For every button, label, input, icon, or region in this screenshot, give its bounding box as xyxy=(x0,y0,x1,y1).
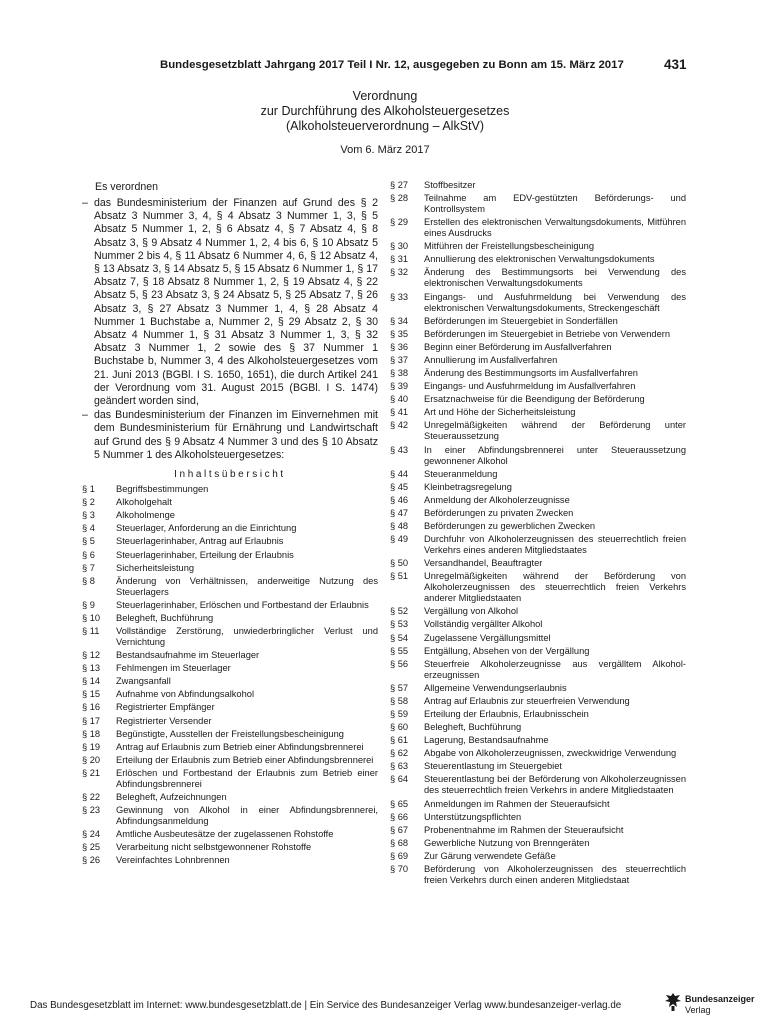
toc-section-number: § 11 xyxy=(82,626,100,636)
toc-section-number: § 25 xyxy=(82,842,101,853)
toc-item xyxy=(82,497,378,508)
toc-item xyxy=(82,742,378,753)
toc-section-title: Stoffbesitzer xyxy=(424,180,476,190)
toc-section-number: § 28 xyxy=(390,193,409,204)
toc-section-number: § 26 xyxy=(82,855,101,866)
toc-section-title: Verarbeitung nicht selbstgewonnener Rohstoffe xyxy=(116,842,312,853)
toc-section-title: Steuerlagerinhaber, Antrag auf Erlaubnis xyxy=(116,536,284,547)
toc-section-number: § 5 xyxy=(82,536,95,547)
toc-section-title: Alkoholmenge xyxy=(116,510,175,521)
logo-sub: Verlag xyxy=(685,1005,711,1015)
toc-section-number: § 67 xyxy=(390,824,409,835)
toc-item xyxy=(390,646,686,657)
toc-item xyxy=(390,659,686,681)
toc-section-title: Eingangs- und Ausfuhrmeldung bei Verwendung des elektronischen Verwaltungsdokuments, Streckengeschäft xyxy=(424,291,686,313)
toc-section-number: § 22 xyxy=(82,792,101,803)
toc-item xyxy=(390,633,686,644)
toc-item xyxy=(390,812,686,823)
toc-item xyxy=(82,768,378,790)
toc-section-number: § 43 xyxy=(390,444,409,455)
toc-item xyxy=(390,193,686,215)
toc-section-title: Versandhandel, Beauftragter xyxy=(424,558,543,569)
toc-section-number: § 35 xyxy=(390,328,409,339)
toc-section-number: § 6 xyxy=(82,549,95,560)
toc-section-number: § 55 xyxy=(390,645,409,656)
toc-section-number: § 39 xyxy=(390,381,409,392)
toc-item xyxy=(390,748,686,759)
toc-item xyxy=(390,381,686,392)
toc-section-title: Erlöschen und Fortbestand der Erlaubnis zum Betrieb einer Abfindungsbrennerei xyxy=(116,767,378,789)
toc-section-number: § 51 xyxy=(390,571,409,582)
toc-section-number: § 8 xyxy=(82,575,95,586)
toc-section-title: Beginn einer Beförderung im Ausfallverfahren xyxy=(424,341,612,352)
toc-section-title: Beförderungen im Steuergebiet in Sonderfällen xyxy=(424,315,618,326)
toc-section-title: Begriffsbestimmungen xyxy=(116,484,209,495)
toc-section-number: § 29 xyxy=(390,217,409,228)
toc-section-number: § 42 xyxy=(390,420,409,431)
toc-section-number: § 64 xyxy=(390,774,409,785)
toc-item xyxy=(390,482,686,493)
toc-section-number: § 23 xyxy=(82,805,101,816)
document-title xyxy=(0,89,770,134)
toc-section-number: § 69 xyxy=(390,850,409,861)
toc-section-title: Steuerlager, Anforderung an die Einrichtung xyxy=(116,523,297,534)
toc-section-title: Unterstützungspflichten xyxy=(424,811,522,822)
left-column xyxy=(82,180,378,869)
toc-item xyxy=(390,864,686,886)
toc-section-title: Probenentnahme im Rahmen der Steueraufsicht xyxy=(424,824,624,835)
toc-section-number: § 27 xyxy=(390,180,409,190)
toc-section-number: § 13 xyxy=(82,663,101,674)
toc-item xyxy=(82,689,378,700)
toc-item xyxy=(390,267,686,289)
toc-item xyxy=(82,510,378,521)
toc-item xyxy=(390,217,686,239)
toc-section-number: § 45 xyxy=(390,481,409,492)
toc-item xyxy=(390,420,686,442)
toc-list-left xyxy=(82,484,378,866)
toc-section-number: § 31 xyxy=(390,254,409,265)
toc-item xyxy=(390,292,686,314)
toc-section-title: Steueranmeldung xyxy=(424,468,498,479)
toc-section-number: § 33 xyxy=(390,291,409,302)
toc-section-title: Änderung des Bestimmungsorts bei Verwendung des elektronischen Verwaltungsdokuments xyxy=(424,267,686,289)
toc-section-title: Änderung von Verhältnissen, anderweitige Nutzung des Steuerlagers xyxy=(116,575,378,597)
publisher-logo[interactable] xyxy=(664,992,759,1018)
toc-item xyxy=(390,735,686,746)
toc-item xyxy=(82,613,378,624)
toc-item xyxy=(82,626,378,648)
toc-item xyxy=(390,329,686,340)
toc-section-title: Lagerung, Bestandsaufnahme xyxy=(424,735,549,746)
footer-text: Das Bundesgesetzblatt im Internet: www.bundesgesetzblatt.de | Ein Service des Bundesanzeiger Verlag www.bundesanzeiger-verlag.de xyxy=(30,1000,622,1011)
toc-item xyxy=(390,606,686,617)
page-number: 431 xyxy=(664,57,687,72)
toc-section-title: Steuerfreie Alkoholerzeugnisse aus vergälltem Alkohol-erzeugnissen xyxy=(424,658,686,680)
title-line: Verordnung xyxy=(352,89,418,103)
toc-section-number: § 58 xyxy=(390,695,409,706)
toc-section-number: § 62 xyxy=(390,748,409,759)
toc-section-number: § 57 xyxy=(390,682,409,693)
toc-section-title: Teilnahme am EDV-gestützten Beförderungs- und Kontrollsystem xyxy=(424,193,686,215)
toc-item xyxy=(82,702,378,713)
toc-item xyxy=(82,536,378,547)
toc-section-title: Aufnahme von Abfindungsalkohol xyxy=(116,689,255,700)
toc-section-number: § 2 xyxy=(82,497,95,508)
toc-item xyxy=(82,600,378,611)
toc-item xyxy=(390,241,686,252)
toc-section-title: Antrag auf Erlaubnis zum Betrieb einer Abfindungsbrennerei xyxy=(116,741,364,752)
toc-item xyxy=(82,716,378,727)
toc-section-number: § 14 xyxy=(82,676,101,687)
toc-item xyxy=(390,180,686,191)
toc-section-number: § 24 xyxy=(82,829,101,840)
toc-section-number: § 16 xyxy=(82,702,101,713)
toc-item xyxy=(390,683,686,694)
toc-section-number: § 47 xyxy=(390,507,409,518)
toc-item xyxy=(82,829,378,840)
toc-section-number: § 40 xyxy=(390,394,409,405)
toc-section-number: § 32 xyxy=(390,267,409,278)
toc-section-number: § 4 xyxy=(82,523,95,534)
intro-lead: Es verordnen xyxy=(95,181,159,193)
toc-section-title: Durchfuhr von Alkoholerzeugnissen des steuerrechtlich freien Verkehrs eines anderen Mitgliedstaates xyxy=(424,534,686,556)
toc-section-number: § 9 xyxy=(82,599,95,610)
clause-text: das Bundesministerium der Finanzen auf Grund des § 2 Absatz 3 Nummer 3, 4, § 4 Absatz 3 Nummer 1, 3, § 5 Absatz 5 Nummer 1, 2, § 6 Absatz 4, § 7 Absatz 4, § 8 Absatz 3, § 9 Absatz 4 Nummer 1, 2, 4 bis 6, § 10 Absatz 5 Nummer 2 bis 4, § 11 Absatz 6 Nummer 4, 6, § 12 Absatz 4, § 13 Absatz 3, § 14 Absatz 5, § 15 Absatz 6 Nummer 1, § 17 Absatz 7, § 18 Absatz 8 Nummer 1, 2, § 19 Absatz 4, § 22 Absatz 5, § 23 Absatz 3, § 24 Absatz 5, § 25 Absatz 7, § 26 Absatz 3, § 27 Absatz 3 Nummer 1, 4, § 28 Absatz 4 Nummer 1 Buchstabe a, Nummer 2, § 29 Absatz 2, § 30 Absatz 4 Nummer 1, § 31 Absatz 3 Nummer 1, 3, § 32 Absatz 3 Nummer 1, 2 sowie des § 37 Nummer 1 Buchstabe b, Nummer 3, 4 des Alkoholsteuergesetzes vom 21. Juni 2013 (BGBl. I S. 1650, 1651), die durch Artikel 241 der Verordnung vom 31. August 2015 (BGBl. I S. 1474) geändert worden sind, xyxy=(94,197,378,408)
toc-item xyxy=(390,619,686,630)
toc-section-title: Erteilung der Erlaubnis, Erlaubnisschein xyxy=(424,709,589,719)
toc-item xyxy=(390,508,686,519)
toc-section-title: Vollständig vergällter Alkohol xyxy=(424,619,543,630)
toc-section-title: Belegheft, Aufzeichnungen xyxy=(116,792,227,803)
toc-item xyxy=(82,805,378,827)
toc-section-number: § 48 xyxy=(390,520,409,531)
toc-section-number: § 44 xyxy=(390,468,409,479)
toc-section-title: Vollständige Zerstörung, unwiederbringlicher Verlust und Vernichtung xyxy=(116,626,378,647)
toc-section-number: § 38 xyxy=(390,368,409,379)
toc-item xyxy=(390,799,686,810)
toc-item xyxy=(82,676,378,687)
toc-section-number: § 66 xyxy=(390,811,409,822)
running-title: Bundesgesetzblatt Jahrgang 2017 Teil I Nr. 12, ausgegeben zu Bonn am 15. März 2017 xyxy=(160,59,624,71)
toc-section-title: Art und Höhe der Sicherheitsleistung xyxy=(424,407,576,418)
toc-section-title: Zugelassene Vergällungsmittel xyxy=(424,632,551,643)
toc-section-number: § 3 xyxy=(82,510,95,521)
toc-item xyxy=(390,254,686,265)
toc-section-title: Unregelmäßigkeiten während der Beförderung unter Steueraussetzung xyxy=(424,420,686,442)
toc-section-title: Erstellen des elektronischen Verwaltungsdokuments, Mitführen eines Ausdrucks xyxy=(424,217,686,239)
toc-section-title: Belegheft, Buchführung xyxy=(424,722,522,733)
toc-section-title: Änderung des Bestimmungsorts im Ausfallverfahren xyxy=(424,368,638,379)
toc-section-title: Abgabe von Alkoholerzeugnissen, zweckwidrige Verwendung xyxy=(424,748,677,759)
toc-item xyxy=(82,523,378,534)
toc-item xyxy=(82,484,378,495)
right-column xyxy=(390,180,686,888)
toc-item xyxy=(390,851,686,862)
toc-item xyxy=(390,521,686,532)
toc-section-title: Entgällung, Absehen von der Vergällung xyxy=(424,645,590,656)
clause-text: das Bundesministerium der Finanzen im Einvernehmen mit dem Bundesministerium für Ernährung und Landwirtschaft auf Grund des § 9 Absatz 4 Nummer 3 und des § 10 Absatz 5 Nummer 1 des Alkoholsteuergesetzes: xyxy=(94,409,378,461)
toc-section-title: Annullierung im Ausfallverfahren xyxy=(424,354,558,365)
toc-item xyxy=(82,663,378,674)
toc-section-number: § 70 xyxy=(390,864,409,875)
toc-section-title: Kleinbetragsregelung xyxy=(424,481,512,492)
toc-item xyxy=(390,722,686,733)
toc-section-title: Vereinfachtes Lohnbrennen xyxy=(116,855,230,866)
toc-item xyxy=(82,855,378,866)
toc-item xyxy=(390,368,686,379)
toc-item xyxy=(82,755,378,766)
toc-section-title: Zwangsanfall xyxy=(116,676,171,687)
toc-section-title: Gewerbliche Nutzung von Brenngeräten xyxy=(424,837,590,848)
clause-dash: – xyxy=(82,197,88,209)
toc-section-number: § 19 xyxy=(82,741,101,752)
toc-section-title: Unregelmäßigkeiten während der Beförderung von Alkoholerzeugnissen des steuerrechtlich freien Verkehrs anderer Mitgliedstaaten xyxy=(424,571,686,604)
toc-heading: Inhaltsübersicht xyxy=(174,469,286,481)
toc-item xyxy=(390,761,686,772)
title-line: zur Durchführung des Alkoholsteuergesetzes xyxy=(260,104,510,118)
toc-section-title: Ersatznachweise für die Beendigung der Beförderung xyxy=(424,394,645,405)
toc-section-number: § 15 xyxy=(82,689,101,700)
toc-section-title: Annullierung des elektronischen Verwaltungsdokuments xyxy=(424,254,655,265)
toc-section-title: Sicherheitsleistung xyxy=(116,562,195,573)
toc-item xyxy=(82,550,378,561)
toc-section-title: Steuerentlastung bei der Beförderung von Alkoholerzeugnissen des steuerrechtlich freien Verkehrs in andere Mitgliedstaaten xyxy=(424,774,686,796)
intro-clause xyxy=(82,197,378,408)
toc-section-number: § 65 xyxy=(390,798,409,809)
toc-section-number: § 10 xyxy=(82,612,101,623)
toc-section-number: § 41 xyxy=(390,407,409,418)
toc-item xyxy=(390,709,686,720)
toc-item xyxy=(390,355,686,366)
toc-item xyxy=(390,342,686,353)
toc-section-title: In einer Abfindungsbrennerei unter Steueraussetzung gewonnener Alkohol xyxy=(424,444,686,466)
toc-section-number: § 21 xyxy=(82,767,101,778)
toc-section-number: § 59 xyxy=(390,709,409,719)
toc-section-title: Bestandsaufnahme im Steuerlager xyxy=(116,650,260,661)
toc-section-number: § 36 xyxy=(390,341,409,352)
toc-item xyxy=(390,394,686,405)
toc-section-title: Allgemeine Verwendungserlaubnis xyxy=(424,682,567,693)
toc-section-title: Registrierter Versender xyxy=(116,715,212,726)
toc-item xyxy=(390,838,686,849)
toc-section-title: Antrag auf Erlaubnis zur steuerfreien Verwendung xyxy=(424,695,630,706)
toc-section-number: § 46 xyxy=(390,494,409,505)
toc-section-title: Anmeldung der Alkoholerzeugnisse xyxy=(424,494,570,505)
toc-section-title: Beförderungen im Steuergebiet in Betriebe von Verwendern xyxy=(424,328,671,339)
toc-item xyxy=(390,445,686,467)
toc-section-title: Begünstigte, Ausstellen der Freistellungsbescheinigung xyxy=(116,728,344,739)
toc-section-number: § 12 xyxy=(82,650,101,661)
toc-item xyxy=(390,571,686,604)
toc-section-title: Eingangs- und Ausfuhrmeldung im Ausfallverfahren xyxy=(424,381,636,392)
toc-section-number: § 50 xyxy=(390,558,409,569)
toc-section-number: § 17 xyxy=(82,715,101,726)
eagle-icon xyxy=(664,992,682,1012)
toc-section-number: § 52 xyxy=(390,606,409,617)
toc-section-title: Steuerentlastung im Steuergebiet xyxy=(424,761,562,772)
toc-section-title: Zur Gärung verwendete Gefäße xyxy=(424,850,556,861)
toc-item xyxy=(390,825,686,836)
clause-dash: – xyxy=(82,409,88,422)
toc-section-number: § 54 xyxy=(390,632,409,643)
toc-section-number: § 61 xyxy=(390,735,409,746)
toc-section-number: § 7 xyxy=(82,562,95,573)
running-header xyxy=(0,59,770,75)
toc-section-title: Erteilung der Erlaubnis zum Betrieb einer Abfindungsbrennerei xyxy=(116,754,374,765)
toc-item xyxy=(82,842,378,853)
toc-section-title: Fehlmengen im Steuerlager xyxy=(116,663,231,674)
toc-section-title: Steuerlagerinhaber, Erlöschen und Fortbestand der Erlaubnis xyxy=(116,599,369,610)
toc-item xyxy=(82,650,378,661)
toc-section-title: Vergällung von Alkohol xyxy=(424,606,519,617)
toc-section-number: § 60 xyxy=(390,722,409,733)
toc-section-number: § 20 xyxy=(82,754,101,765)
toc-item xyxy=(390,774,686,796)
toc-item xyxy=(82,576,378,598)
toc-item xyxy=(82,563,378,574)
toc-section-title: Anmeldungen im Rahmen der Steueraufsicht xyxy=(424,798,610,809)
toc-item xyxy=(82,729,378,740)
toc-section-number: § 63 xyxy=(390,761,409,772)
toc-section-title: Steuerlagerinhaber, Erteilung der Erlaubnis xyxy=(116,549,294,560)
toc-item xyxy=(390,469,686,480)
title-line: (Alkoholsteuerverordnung – AlkStV) xyxy=(285,119,485,133)
toc-section-title: Beförderungen zu gewerblichen Zwecken xyxy=(424,520,596,531)
toc-item xyxy=(390,696,686,707)
toc-list-right xyxy=(390,180,686,886)
document-date: Vom 6. März 2017 xyxy=(340,144,430,156)
logo-name: Bundesanzeiger xyxy=(685,994,755,1004)
toc-section-number: § 56 xyxy=(390,658,409,669)
toc-section-title: Belegheft, Buchführung xyxy=(116,612,214,623)
toc-section-number: § 34 xyxy=(390,315,409,326)
intro-clause xyxy=(82,409,378,462)
toc-section-title: Beförderung von Alkoholerzeugnissen des steuerrechtlich freien Verkehrs durch einen anderen Mitgliedstaat xyxy=(424,864,686,886)
toc-section-number: § 1 xyxy=(82,484,95,495)
toc-section-title: Beförderungen zu privaten Zwecken xyxy=(424,507,574,518)
toc-section-number: § 49 xyxy=(390,534,409,545)
toc-section-number: § 30 xyxy=(390,241,409,252)
toc-item xyxy=(390,316,686,327)
toc-item xyxy=(390,407,686,418)
toc-item xyxy=(82,792,378,803)
toc-section-number: § 37 xyxy=(390,354,409,365)
toc-section-title: Alkoholgehalt xyxy=(116,497,172,508)
toc-item xyxy=(390,534,686,556)
toc-section-title: Amtliche Ausbeutesätze der zugelassenen Rohstoffe xyxy=(116,829,334,840)
toc-section-number: § 53 xyxy=(390,619,409,630)
toc-section-number: § 18 xyxy=(82,728,101,739)
toc-section-title: Mitführen der Freistellungsbescheinigung xyxy=(424,241,595,252)
toc-item xyxy=(390,495,686,506)
toc-section-number: § 68 xyxy=(390,837,409,848)
toc-section-title: Gewinnung von Alkohol in einer Abfindungsbrennerei, Abfindungsanmeldung xyxy=(116,805,378,827)
toc-section-title: Registrierter Empfänger xyxy=(116,702,215,713)
toc-item xyxy=(390,558,686,569)
